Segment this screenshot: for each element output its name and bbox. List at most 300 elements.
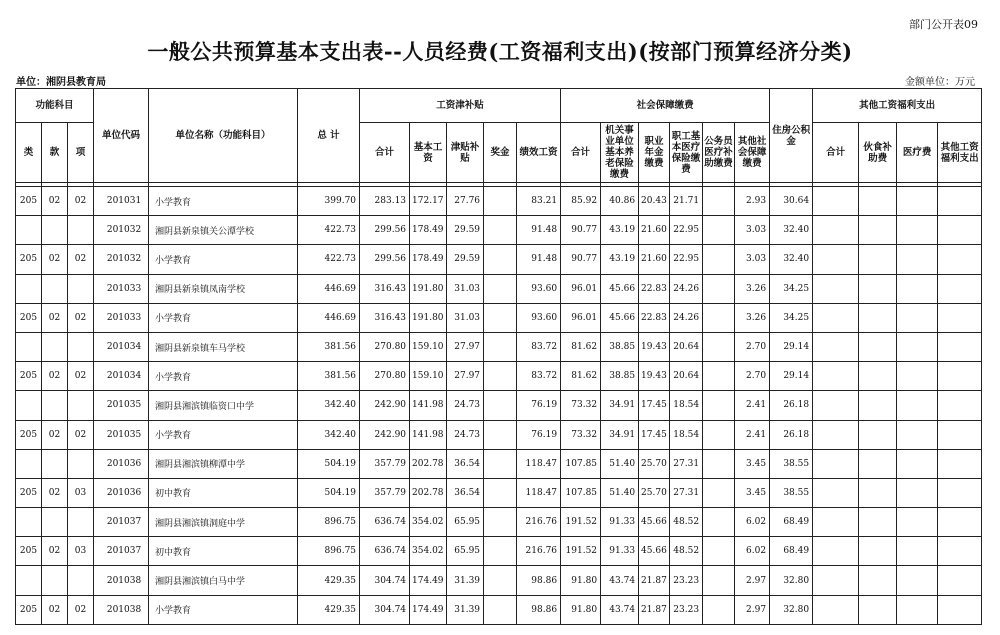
cell-performance-wage: 118.47 [517,449,561,478]
cell-basic-wage: 191.80 [410,274,447,303]
cell-other-ss: 3.03 [735,216,770,245]
cell-basic-wage: 202.78 [410,478,447,507]
cell-bonus [484,362,517,391]
cell-unit-name: 小学教育 [149,420,298,449]
cell-annuity: 45.66 [639,537,670,566]
cell-performance-wage: 91.48 [517,245,561,274]
cell-housing-fund: 32.40 [770,216,813,245]
unit-label: 单位：湘阴县教育局 [16,77,106,88]
header-func-subject: 功能科目 [16,89,94,123]
cell-pension: 43.19 [601,245,639,274]
cell-other-subtotal [813,274,859,303]
cell-annuity: 21.87 [639,595,670,624]
cell-unit-code: 201036 [94,449,149,478]
cell-bonus [484,391,517,420]
cell-ss-subtotal: 73.32 [561,420,601,449]
cell-ss-subtotal: 85.92 [561,187,601,216]
cell-ss-subtotal: 107.85 [561,449,601,478]
cell-meal [859,216,897,245]
cell-other-ss: 2.70 [735,332,770,361]
cell-performance-wage: 93.60 [517,303,561,332]
cell-xiang [68,449,94,478]
cell-pension: 43.74 [601,566,639,595]
cell-wage-subtotal: 304.74 [360,566,410,595]
cell-housing-fund: 26.18 [770,420,813,449]
cell-total: 342.40 [298,420,360,449]
cell-other-wage-welfare [938,216,982,245]
cell-medical: 23.23 [670,566,703,595]
cell-ss-subtotal: 91.80 [561,595,601,624]
header-xiang: 项 [68,123,94,183]
cell-basic-wage: 159.10 [410,362,447,391]
cell-other-subtotal [813,245,859,274]
table-row [16,216,982,245]
cell-allowance: 36.54 [447,478,484,507]
cell-other-wage-welfare [938,478,982,507]
cell-meal [859,478,897,507]
cell-lei: 205 [16,303,42,332]
cell-bonus [484,245,517,274]
cell-xiang [68,566,94,595]
cell-other-subtotal [813,362,859,391]
cell-xiang [68,216,94,245]
cell-unit-code: 201034 [94,332,149,361]
cell-ss-subtotal: 81.62 [561,332,601,361]
table-row [16,420,982,449]
cell-kuan [42,566,68,595]
cell-bonus [484,449,517,478]
cell-total: 896.75 [298,537,360,566]
cell-basic-wage: 141.98 [410,391,447,420]
cell-meal [859,391,897,420]
header-wage-subtotal: 合计 [360,123,410,183]
cell-meal [859,332,897,361]
cell-unit-name: 湘阴县湘滨镇洞庭中学 [149,508,298,537]
cell-total: 446.69 [298,303,360,332]
cell-medical-fee [897,332,938,361]
cell-unit-name: 小学教育 [149,245,298,274]
cell-unit-code: 201031 [94,187,149,216]
cell-annuity: 21.87 [639,566,670,595]
cell-xiang [68,508,94,537]
cell-other-subtotal [813,187,859,216]
cell-other-subtotal [813,566,859,595]
cell-other-subtotal [813,216,859,245]
cell-meal [859,362,897,391]
header-bonus: 奖金 [484,123,517,183]
cell-annuity: 21.60 [639,216,670,245]
table-row [16,391,982,420]
table-row [16,362,982,391]
header-allowance: 津贴补贴 [447,123,484,183]
cell-xiang: 02 [68,187,94,216]
cell-civil-medical [703,420,735,449]
cell-housing-fund: 34.25 [770,303,813,332]
cell-allowance: 31.39 [447,595,484,624]
cell-housing-fund: 38.55 [770,449,813,478]
cell-other-ss: 3.03 [735,245,770,274]
cell-performance-wage: 98.86 [517,595,561,624]
cell-meal [859,420,897,449]
cell-other-subtotal [813,332,859,361]
cell-other-ss: 6.02 [735,537,770,566]
table-row [16,537,982,566]
cell-meal [859,303,897,332]
cell-wage-subtotal: 316.43 [360,303,410,332]
cell-unit-code: 201032 [94,216,149,245]
cell-ss-subtotal: 96.01 [561,303,601,332]
header-unit-code: 单位代码 [94,89,149,183]
cell-pension: 91.33 [601,508,639,537]
cell-housing-fund: 68.49 [770,508,813,537]
cell-unit-name: 初中教育 [149,537,298,566]
cell-wage-subtotal: 299.56 [360,216,410,245]
header-ss-subtotal: 合计 [561,123,601,183]
cell-performance-wage: 93.60 [517,274,561,303]
page-title: 一般公共预算基本支出表--人员经费(工资福利支出)(按部门预算经济分类) [147,39,853,64]
cell-allowance: 29.59 [447,216,484,245]
cell-pension: 51.40 [601,478,639,507]
cell-allowance: 27.97 [447,362,484,391]
cell-wage-subtotal: 242.90 [360,391,410,420]
cell-medical-fee [897,595,938,624]
cell-housing-fund: 26.18 [770,391,813,420]
cell-lei: 205 [16,245,42,274]
cell-other-ss: 3.26 [735,303,770,332]
cell-meal [859,566,897,595]
cell-pension: 51.40 [601,449,639,478]
cell-allowance: 31.03 [447,274,484,303]
cell-pension: 34.91 [601,420,639,449]
cell-other-ss: 3.45 [735,449,770,478]
cell-wage-subtotal: 304.74 [360,595,410,624]
cell-medical-fee [897,187,938,216]
cell-xiang: 02 [68,303,94,332]
cell-total: 504.19 [298,478,360,507]
header-other-welfare: 其他工资福利支出 [813,89,982,123]
cell-other-ss: 3.26 [735,274,770,303]
cell-meal [859,508,897,537]
cell-allowance: 31.39 [447,566,484,595]
cell-basic-wage: 191.80 [410,303,447,332]
cell-kuan: 02 [42,303,68,332]
cell-wage-subtotal: 357.79 [360,478,410,507]
cell-annuity: 22.83 [639,274,670,303]
cell-ss-subtotal: 191.52 [561,508,601,537]
cell-other-wage-welfare [938,245,982,274]
cell-performance-wage: 76.19 [517,420,561,449]
cell-annuity: 45.66 [639,508,670,537]
cell-annuity: 20.43 [639,187,670,216]
cell-basic-wage: 174.49 [410,566,447,595]
cell-lei [16,332,42,361]
cell-xiang: 02 [68,362,94,391]
cell-unit-name: 湘阴县新泉镇车马学校 [149,332,298,361]
cell-pension: 45.66 [601,274,639,303]
cell-meal [859,595,897,624]
cell-lei [16,391,42,420]
cell-medical-fee [897,303,938,332]
cell-total: 342.40 [298,391,360,420]
header-total: 总 计 [298,89,360,183]
cell-pension: 91.33 [601,537,639,566]
cell-meal [859,187,897,216]
cell-unit-name: 小学教育 [149,595,298,624]
cell-kuan [42,391,68,420]
cell-annuity: 17.45 [639,391,670,420]
cell-medical-fee [897,274,938,303]
header-wage-allowance: 工资津补贴 [360,89,561,123]
cell-basic-wage: 178.49 [410,245,447,274]
cell-civil-medical [703,245,735,274]
cell-medical: 27.31 [670,449,703,478]
cell-ss-subtotal: 91.80 [561,566,601,595]
header-civil-medical: 公务员医疗补助缴费 [703,123,735,183]
cell-medical: 27.31 [670,478,703,507]
cell-unit-name: 湘阴县湘滨镇柳潭中学 [149,449,298,478]
cell-other-wage-welfare [938,566,982,595]
cell-wage-subtotal: 270.80 [360,362,410,391]
cell-housing-fund: 38.55 [770,478,813,507]
header-unit-name: 单位名称（功能科目） [149,89,298,183]
cell-medical: 24.26 [670,303,703,332]
cell-civil-medical [703,391,735,420]
cell-medical: 48.52 [670,537,703,566]
cell-bonus [484,274,517,303]
header-other-subtotal: 合计 [813,123,859,183]
cell-pension: 40.86 [601,187,639,216]
cell-allowance: 65.95 [447,537,484,566]
cell-medical-fee [897,362,938,391]
cell-other-wage-welfare [938,420,982,449]
cell-civil-medical [703,478,735,507]
table-row [16,245,982,274]
cell-kuan [42,216,68,245]
cell-total: 429.35 [298,595,360,624]
cell-basic-wage: 174.49 [410,595,447,624]
table-row [16,449,982,478]
cell-other-subtotal [813,420,859,449]
cell-unit-code: 201033 [94,274,149,303]
cell-ss-subtotal: 96.01 [561,274,601,303]
cell-xiang: 02 [68,245,94,274]
cell-kuan [42,332,68,361]
header-medical: 职工基本医疗保险缴费 [670,123,703,183]
cell-annuity: 22.83 [639,303,670,332]
cell-allowance: 29.59 [447,245,484,274]
cell-unit-code: 201034 [94,362,149,391]
cell-basic-wage: 202.78 [410,449,447,478]
cell-wage-subtotal: 242.90 [360,420,410,449]
cell-ss-subtotal: 81.62 [561,362,601,391]
cell-civil-medical [703,537,735,566]
cell-civil-medical [703,303,735,332]
cell-pension: 38.85 [601,332,639,361]
cell-lei [16,216,42,245]
cell-bonus [484,595,517,624]
cell-medical: 20.64 [670,332,703,361]
cell-xiang [68,274,94,303]
cell-unit-name: 小学教育 [149,362,298,391]
cell-medical: 20.64 [670,362,703,391]
cell-kuan [42,508,68,537]
cell-total: 896.75 [298,508,360,537]
header-performance-wage: 绩效工资 [517,123,561,183]
cell-bonus [484,420,517,449]
cell-wage-subtotal: 316.43 [360,274,410,303]
cell-unit-code: 201038 [94,595,149,624]
cell-meal [859,245,897,274]
cell-lei: 205 [16,478,42,507]
cell-unit-name: 湘阴县湘滨镇临资口中学 [149,391,298,420]
cell-medical-fee [897,420,938,449]
cell-other-wage-welfare [938,508,982,537]
cell-medical: 23.23 [670,595,703,624]
cell-xiang: 03 [68,478,94,507]
cell-medical-fee [897,449,938,478]
header-lei: 类 [16,123,42,183]
cell-medical: 21.71 [670,187,703,216]
cell-unit-code: 201035 [94,391,149,420]
cell-medical: 22.95 [670,216,703,245]
cell-performance-wage: 118.47 [517,478,561,507]
cell-lei: 205 [16,187,42,216]
cell-medical: 18.54 [670,391,703,420]
cell-medical: 48.52 [670,508,703,537]
cell-lei [16,274,42,303]
cell-lei [16,508,42,537]
table-row [16,274,982,303]
cell-other-subtotal [813,537,859,566]
cell-other-ss: 2.93 [735,187,770,216]
cell-kuan [42,274,68,303]
cell-performance-wage: 98.86 [517,566,561,595]
cell-other-subtotal [813,303,859,332]
header-other-ss: 其他社会保障缴费 [735,123,770,183]
cell-unit-code: 201038 [94,566,149,595]
table-row [16,187,982,216]
cell-other-subtotal [813,508,859,537]
cell-other-ss: 2.41 [735,391,770,420]
cell-housing-fund: 32.40 [770,245,813,274]
cell-housing-fund: 30.64 [770,187,813,216]
cell-other-wage-welfare [938,595,982,624]
cell-unit-name: 湘阴县湘滨镇白马中学 [149,566,298,595]
cell-other-wage-welfare [938,537,982,566]
cell-bonus [484,216,517,245]
cell-basic-wage: 354.02 [410,508,447,537]
cell-unit-name: 初中教育 [149,478,298,507]
cell-basic-wage: 172.17 [410,187,447,216]
header-annuity: 职业年金缴费 [639,123,670,183]
cell-bonus [484,537,517,566]
cell-bonus [484,508,517,537]
cell-annuity: 21.60 [639,245,670,274]
cell-total: 422.73 [298,245,360,274]
cell-pension: 38.85 [601,362,639,391]
cell-civil-medical [703,508,735,537]
table-row [16,332,982,361]
cell-lei [16,566,42,595]
cell-unit-name: 小学教育 [149,303,298,332]
cell-basic-wage: 178.49 [410,216,447,245]
cell-other-ss: 3.45 [735,478,770,507]
cell-unit-code: 201032 [94,245,149,274]
cell-civil-medical [703,595,735,624]
cell-ss-subtotal: 73.32 [561,391,601,420]
cell-medical-fee [897,216,938,245]
cell-civil-medical [703,216,735,245]
cell-kuan: 02 [42,187,68,216]
cell-housing-fund: 32.80 [770,566,813,595]
cell-annuity: 17.45 [639,420,670,449]
table-body [16,187,982,625]
cell-other-wage-welfare [938,449,982,478]
table-row [16,566,982,595]
cell-basic-wage: 141.98 [410,420,447,449]
cell-lei: 205 [16,362,42,391]
cell-bonus [484,332,517,361]
cell-ss-subtotal: 191.52 [561,537,601,566]
cell-civil-medical [703,332,735,361]
cell-annuity: 19.43 [639,332,670,361]
header-kuan: 款 [42,123,68,183]
table-row [16,508,982,537]
cell-unit-code: 201033 [94,303,149,332]
cell-kuan: 02 [42,478,68,507]
cell-pension: 43.74 [601,595,639,624]
cell-other-wage-welfare [938,332,982,361]
cell-performance-wage: 216.76 [517,508,561,537]
cell-xiang [68,332,94,361]
cell-other-ss: 2.97 [735,566,770,595]
cell-civil-medical [703,187,735,216]
cell-total: 381.56 [298,362,360,391]
cell-meal [859,537,897,566]
cell-other-subtotal [813,478,859,507]
table-row [16,303,982,332]
cell-civil-medical [703,566,735,595]
cell-total: 429.35 [298,566,360,595]
header-medical-fee: 医疗费 [897,123,938,183]
cell-performance-wage: 83.21 [517,187,561,216]
cell-allowance: 65.95 [447,508,484,537]
table-row [16,595,982,624]
cell-wage-subtotal: 283.13 [360,187,410,216]
cell-allowance: 27.97 [447,332,484,361]
cell-wage-subtotal: 299.56 [360,245,410,274]
cell-performance-wage: 216.76 [517,537,561,566]
cell-allowance: 36.54 [447,449,484,478]
cell-performance-wage: 83.72 [517,332,561,361]
cell-annuity: 19.43 [639,362,670,391]
cell-unit-code: 201036 [94,478,149,507]
cell-other-ss: 2.41 [735,420,770,449]
header-pension: 机关事业单位基本养老保险缴费 [601,123,639,183]
budget-table [15,88,982,625]
header-meal: 伙食补助费 [859,123,897,183]
cell-kuan: 02 [42,362,68,391]
cell-civil-medical [703,362,735,391]
cell-medical: 22.95 [670,245,703,274]
cell-medical-fee [897,478,938,507]
cell-unit-name: 小学教育 [149,187,298,216]
cell-performance-wage: 91.48 [517,216,561,245]
cell-other-ss: 2.97 [735,595,770,624]
cell-total: 504.19 [298,449,360,478]
cell-wage-subtotal: 357.79 [360,449,410,478]
cell-kuan: 02 [42,420,68,449]
